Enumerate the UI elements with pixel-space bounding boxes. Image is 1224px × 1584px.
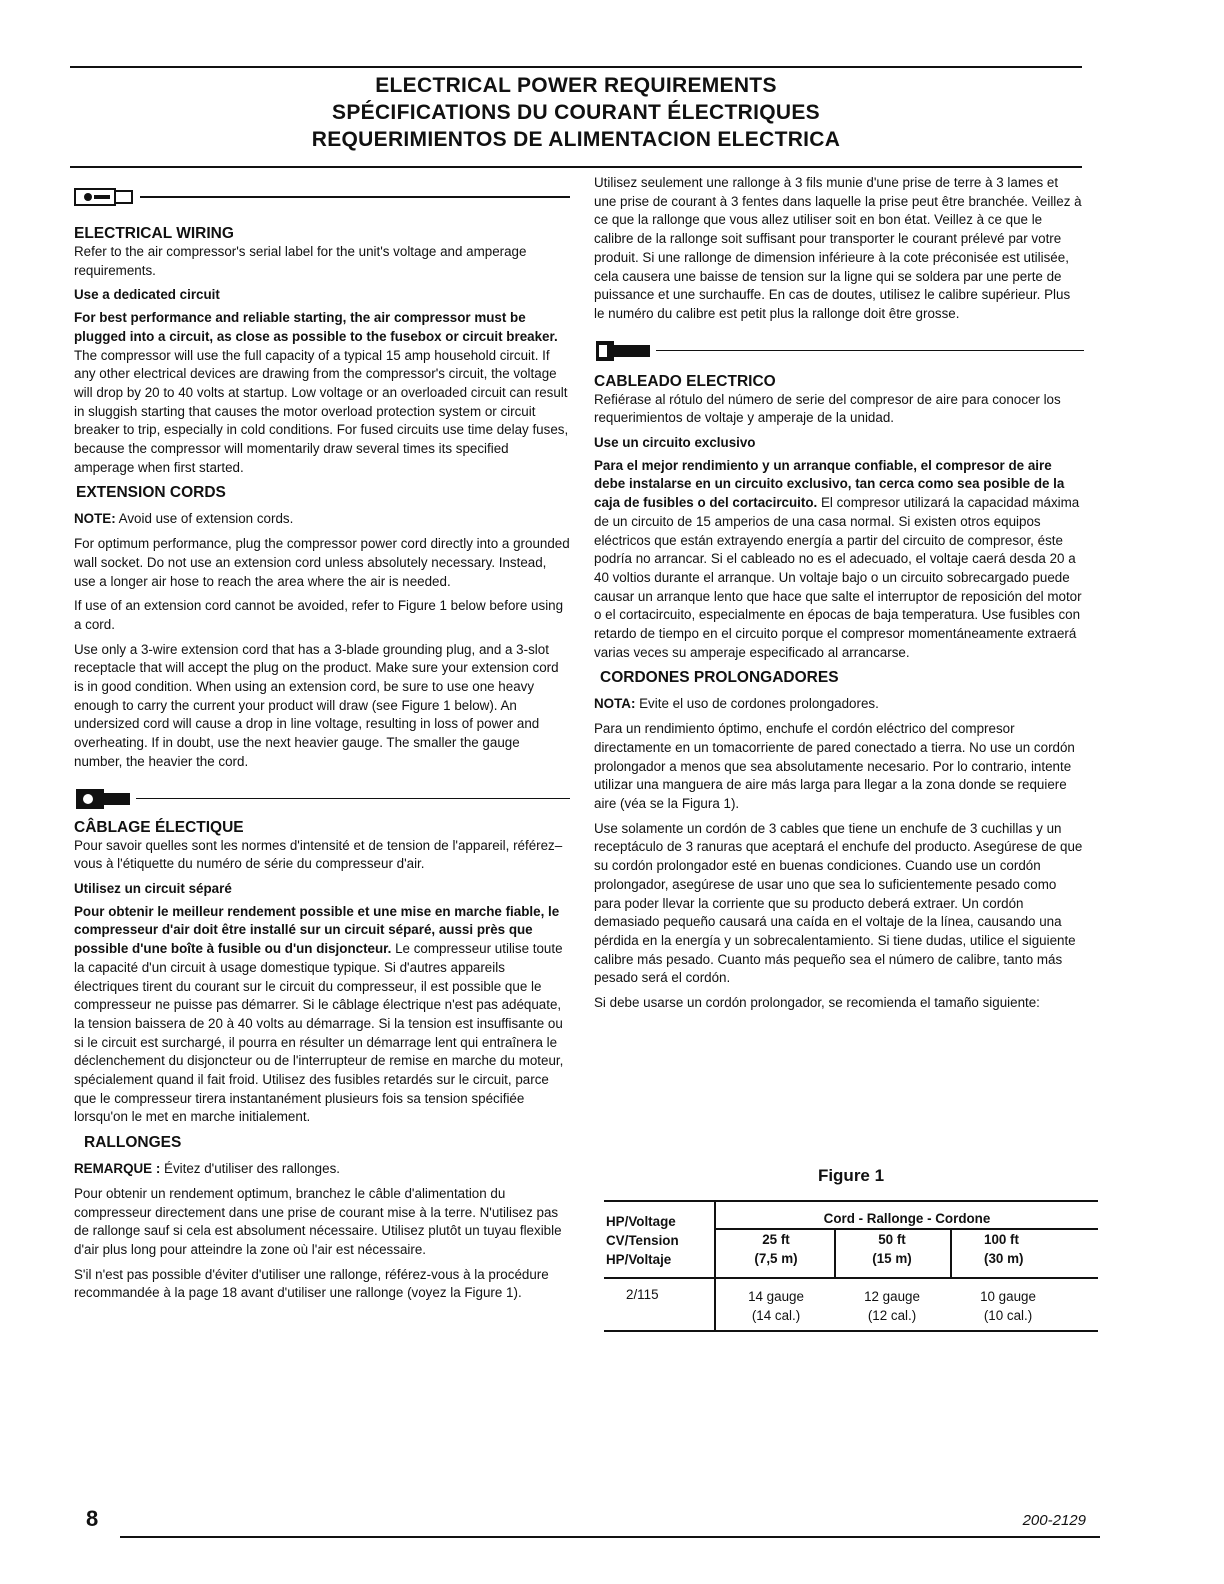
spanish-wiring-intro: Refiérase al rótulo del número de serie del compresor de aire para conocer los requerimientos de voltaje y amperaje de la unidad. [594,391,1061,426]
spanish-dedicated-bold: Para el mejor rendimiento y un arranque confiable, el compresor de aire debe instalarse en un circuito exclusivo, tan cerca como sea posible de la caja de fusibles o del cortacircuito. [594,457,1065,511]
figure-title: Figure 1 [817,1166,885,1185]
figure-row-header [606,1212,679,1269]
english-dedicated-paragraph [74,309,570,477]
french-note-text: Évitez d'utiliser des rallonges. [160,1161,340,1177]
page-number: 8 [86,1506,99,1531]
us-flag-icon [74,187,134,207]
english-flag-row [74,184,570,210]
english-dedicated-title: Use a dedicated circuit [74,287,220,303]
french-dedicated-bold: Pour obtenir le meilleur rendement possible et une mise en marche fiable, le compresseur d'air doit être installé sur un circuit séparé, aussi près que possible d'une boîte à fusible ou d'un disjoncteur. [74,903,560,957]
figure-bottom-rule [604,1330,1098,1332]
figure-col-divider-2 [950,1228,952,1277]
length-col-25 [736,1230,816,1268]
right-column [594,174,1084,1019]
gauge-value: 14 gauge [748,1289,804,1304]
left-column [74,184,570,1309]
gauge-value: 12 gauge [864,1289,920,1304]
english-dedicated-text: The compressor will use the full capacity of a typical 15 amp household circuit. If any other electrical devices are drawing from the compressor's circuit, the voltage will drop by 20 to 40 volts at startup. Low voltage or an overloaded circuit can result in sluggish starting that causes the motor overload protection system or circuit breaker to trip, especially in cold conditions. For fused circuits use time delay fuses, because the compressor will momentarily draw several times its specified amperage when first started. [74,347,569,475]
english-p2: If use of an extension cord cannot be avoided, refer to Figure 1 below before using a cord. [74,598,564,632]
title-french: SPÉCIFICATIONS DU COURANT ÉLECTRIQUES [332,101,820,124]
english-note-label: NOTE: [74,511,116,527]
english-p1: For optimum performance, plug the compressor power cord directly into a grounded wall socket. Do not use an extension cord unless absolutely necessary. Instead, use a longer air hose to reach the area where the air is needed. [74,536,570,589]
french-p2: S'il n'est pas possible d'éviter d'utiliser une rallonge, référez-vous à la procédure recommandée à la page 18 avant d'utiliser une rallonge (voyez la Figure 1). [74,1266,549,1301]
gauge-value: 10 gauge [980,1289,1036,1304]
spanish-dedicated-title: Use un circuito exclusivo [594,435,756,451]
spanish-flag-row [594,338,1084,364]
length-ft: 25 ft [762,1232,790,1247]
french-p1: Pour obtenir un rendement optimum, branchez le câble d'alimentation du compresseur directement dans une prise de courant mise à la terre. N'utilisez pas de rallonge sauf si cela est absolument nécessaire. Utilisez plutôt un tuyau flexible d'air plus long pour atteindre la zone où l'air est nécessaire. [74,1185,562,1257]
english-flag-line [140,196,570,198]
french-flag-row [74,786,570,812]
document-id: 200-2129 [1022,1512,1086,1529]
row-header-hp-voltaje: HP/Voltaje [606,1252,672,1267]
length-m: (7,5 m) [754,1251,798,1266]
length-ft: 100 ft [984,1232,1019,1247]
french-flag-icon [74,787,130,811]
row-header-cv-tension: CV/Tension [606,1233,679,1248]
gauge-col-12 [852,1287,932,1325]
spanish-flag-icon [594,339,650,363]
gauge-col-14 [736,1287,816,1325]
length-ft: 50 ft [878,1232,906,1247]
length-m: (30 m) [984,1251,1024,1266]
english-note [74,510,570,529]
figure-mid-rule [604,1277,1098,1279]
spanish-p1: Para un rendimiento óptimo, enchufe el cordón eléctrico del compresor directamente en un tomacorriente de pared conectado a tierra. No use un cordón prolongador a menos que sea absolutamente necesario. Por lo contrario, intente utilizar una manguera de aire más larga para llegar a la zona donde se requiere aire (véa se la Figura 1). [594,721,1075,811]
figure-top-rule [604,1200,1098,1202]
french-dedicated-text: Le compresseur utilise toute la capacité d'un circuit à usage domestique typique. Si d'autres appareils électriques tirent du courant sur le circuit du compresseur, il est possible que le compresseur ne puisse pas démarrer. Si le câblage électrique n'est pas adéquate, la tension baissera de 20 à 40 volts au démarrage. Si la tension est insuffisante ou si le circuit est surchargé, il pourra en résulter un démarrage lent qui entraînera le déclenchement du disjoncteur ou de l'interrupteur de remise en marche du moteur, spécialement quand il fait froid. Utilisez des fusibles retardés sur le circuit, parce que le compresseur tirera instantanément plusieurs fois sa tension spécifiée lorsqu'on le met en marche initialement. [74,941,564,1125]
french-flag-line [136,798,570,800]
spanish-p3: Si debe usarse un cordón prolongador, se recomienda el tamaño siguiente: [594,995,1040,1011]
cord-header: Cord - Rallonge - Cordone [823,1211,991,1226]
french-wiring-title: CÂBLAGE ÉLECTIQUE [74,818,244,836]
spanish-p2: Use solamente un cordón de 3 cables que tiene un enchufe de 3 cuchillas y un receptáculo de 3 ranuras que aceptará el enchufe del producto. Asegúrese de que su cordón prolongador esté en buenas condiciones. Cuando use un cordón prolongador, asegúrese de usar uno que sea lo suficientemente pesado como para poder llevar la corriente que su producto deberá extraer. Un cordón demasiado pequeño causará una caída en el voltaje de la línea, causando una pérdida en la energía y un sobrecalentamiento. Si tiene dudas, utilice el siguiente calibre más pesado. Cuanto más pequeño sea el número de calibre, tanto más pesado será el cordón. [594,820,1083,986]
english-ext-title: EXTENSION CORDS [76,484,226,502]
figure-col-divider-1 [834,1228,836,1277]
french-p3: Utilisez seulement une rallonge à 3 fils munie d'une prise de terre à 3 lames et une prise de courant à 3 fentes dans laquelle la prise peut être branchée. Veillez à ce que la rallonge que vous allez utiliser soit en bon état. Veillez à ce que le calibre de la rallonge soit suffisant pour transporter le courant prélevé par votre produit. Si une rallonge de dimension inférieure à la cote préconisée est utilisée, cela causera une baisse de tension sur la ligne qui se soldera par une perte de puissance et une surchauffe. En cas de doutes, utilisez le calibre supérieur. Plus le numéro du calibre est petit plus la rallonge doit être grosse. [594,175,1082,321]
french-ext-title: RALLONGES [84,1134,182,1152]
french-dedicated-title: Utilisez un circuit séparé [74,880,232,896]
length-m: (15 m) [872,1251,912,1266]
spanish-dedicated-text: El compresor utilizará la capacidad máxima de un circuito de 15 amperios de una casa normal. Si existen otros equipos eléctricos que están extrayendo energía a partir del circuito de compresor, éste podría no arrancar. Si el cableado no es el adecuado, el voltaje caerá desda 20 a 40 voltios durante el arranque. Un voltaje bajo o un circuito sobrecargado puede causar un arranque lento que hace que salte el interruptor de reposición del motor o el cortacircuito, especialmente en épocas de baja temperatura. Use fusibles con retardo de tiempo en el circuito porque el compresor momentáneamente extraerá varias veces su amperaje especificado al arrancarse. [594,495,1082,660]
length-col-50 [852,1230,932,1268]
french-note-label: REMARQUE : [74,1161,161,1177]
french-note [74,1160,570,1179]
title-spanish: REQUERIMIENTOS DE ALIMENTACION ELECTRICA [311,128,841,151]
english-note-text: Avoid use of extension cords. [115,511,294,527]
row-header-hp-voltage: HP/Voltage [606,1214,676,1229]
english-wiring-title: ELECTRICAL WIRING [74,225,234,242]
cal-value: (10 cal.) [983,1308,1033,1323]
spanish-wiring-title: CABLEADO ELECTRICO [594,372,776,390]
title-english: ELECTRICAL POWER REQUIREMENTS [375,74,777,97]
length-col-100 [968,1230,1060,1268]
spanish-note [594,695,1084,714]
cal-value: (14 cal.) [751,1308,801,1323]
top-rule [70,66,1082,68]
row-label: 2/115 [626,1287,659,1302]
french-wiring-intro: Pour savoir quelles sont les normes d'intensité et de tension de l'appareil, référez–vous à l'étiquette du numéro de série du compresseur d'air. [74,837,563,872]
spanish-flag-line [656,350,1084,352]
french-dedicated-paragraph [74,903,570,1127]
english-wiring-intro: Refer to the air compressor's serial label for the unit's voltage and amperage requirements. [74,244,527,278]
english-dedicated-bold: For best performance and reliable starting, the air compressor must be plugged into a circuit, as close as possible to the fusebox or circuit breaker. [74,310,558,344]
page-header [70,72,1082,153]
spanish-ext-title: CORDONES PROLONGADORES [600,669,839,687]
spanish-note-text: Evite el uso de cordones prolongadores. [635,696,879,712]
spanish-note-label: NOTA: [594,696,636,712]
spanish-dedicated-paragraph [594,457,1084,663]
gauge-col-10 [968,1287,1048,1325]
english-p3: Use only a 3-wire extension cord that has a 3-blade grounding plug, and a 3-slot receptacle that will accept the plug on the product. Make sure your extension cord is in good condition. When using an extension cord, be sure to use one heavy enough to carry the current your product will draw (see Figure 1 below). An undersized cord will cause a drop in line voltage, resulting in loss of power and overheating. If in doubt, use the next heavier gauge. The smaller the gauge number, the heavier the cord. [74,641,559,769]
cal-value: (12 cal.) [867,1308,917,1323]
footer-rule [120,1536,1100,1538]
header-rule [70,166,1082,168]
